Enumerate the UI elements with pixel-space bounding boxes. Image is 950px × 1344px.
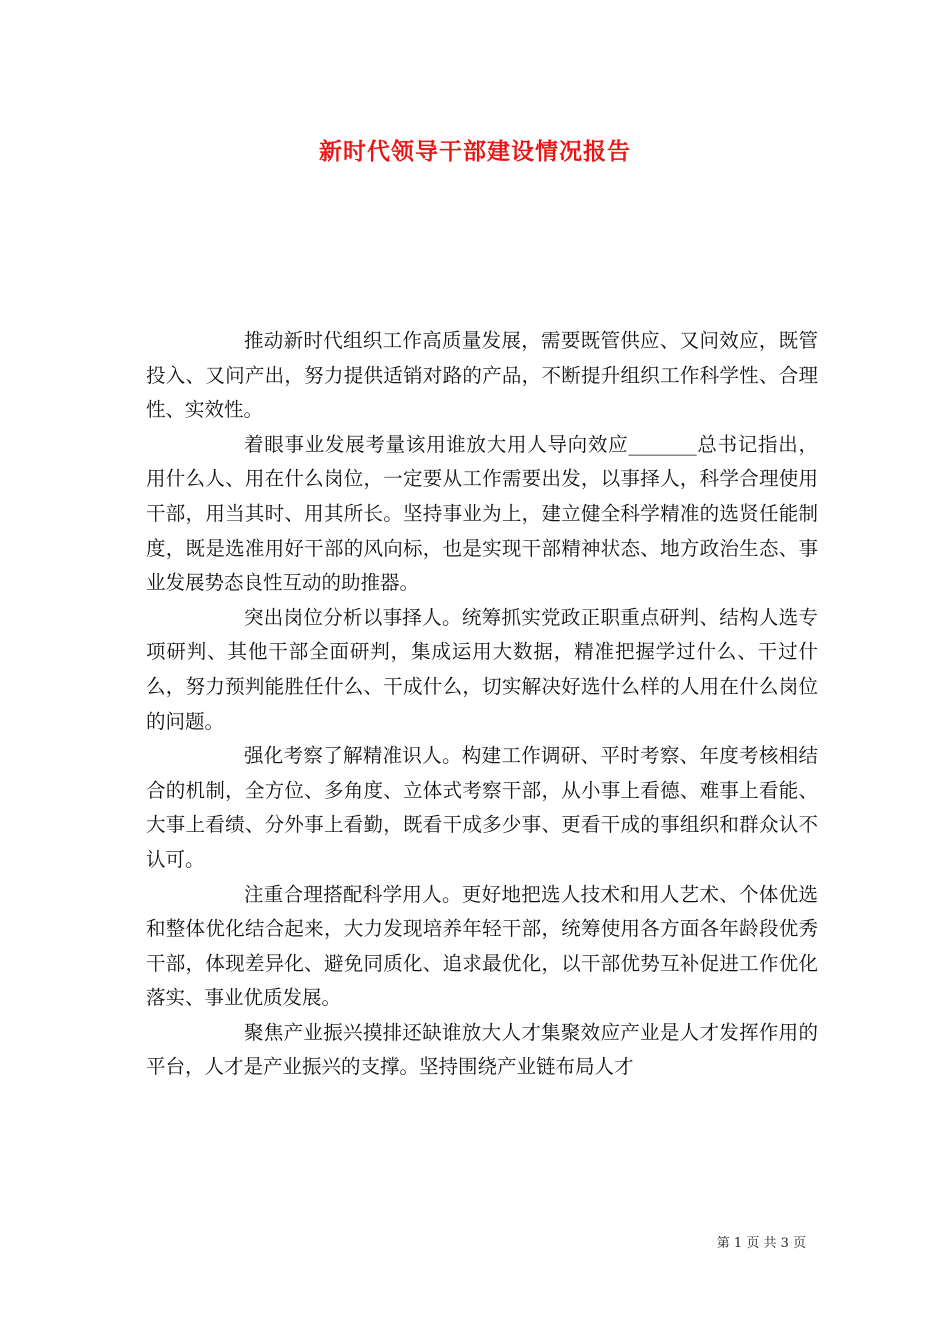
paragraph-2: 着眼事业发展考量该用谁放大用人导向效应_______总书记指出，用什么人、用在什么岗位，一定要从工作需要出发，以事择人，科学合理使用干部，用当其时、用其所长。坚持事业为上，建立健全科学精准的选贤任能制度，既是选准用好干部的风向标，也是实现干部精神状态、地方政治生态、事业发展势态良性互动的助推器。 (146, 432, 818, 595)
paragraph-3: 突出岗位分析以事择人。统筹抓实党政正职重点研判、结构人选专项研判、其他干部全面研判，集成运用大数据，精准把握学过什么、干过什么，努力预判能胜任什么、干成什么，切实解决好选什么样的人用在什么岗位的问题。 (146, 605, 818, 733)
paragraph-5: 注重合理搭配科学用人。更好地把选人技术和用人艺术、个体优选和整体优化结合起来，大力发现培养年轻干部，统筹使用各方面各年龄段优秀干部，体现差异化、避免同质化、追求最优化，以干部优势互补促进工作优化落实、事业优质发展。 (146, 882, 818, 1010)
paragraph-6: 聚焦产业振兴摸排还缺谁放大人才集聚效应产业是人才发挥作用的平台，人才是产业振兴的支撑。坚持围绕产业链布局人才 (146, 1020, 818, 1079)
page-number-footer: 第 1 页 共 3 页 (716, 1236, 806, 1251)
paragraph-1: 推动新时代组织工作高质量发展，需要既管供应、又问效应，既管投入、又问产出，努力提供适销对路的产品，不断提升组织工作科学性、合理性、实效性。 (146, 329, 818, 422)
document-body (146, 324, 818, 1085)
paragraph-4: 强化考察了解精准识人。构建工作调研、平时考察、年度考核相结合的机制，全方位、多角度、立体式考察干部，从小事上看德、难事上看能、大事上看绩、分外事上看勤，既看干成多少事、更看干成的事组织和群众认不认可。 (146, 744, 818, 871)
document-title: 新时代领导干部建设情况报告 (319, 138, 631, 165)
